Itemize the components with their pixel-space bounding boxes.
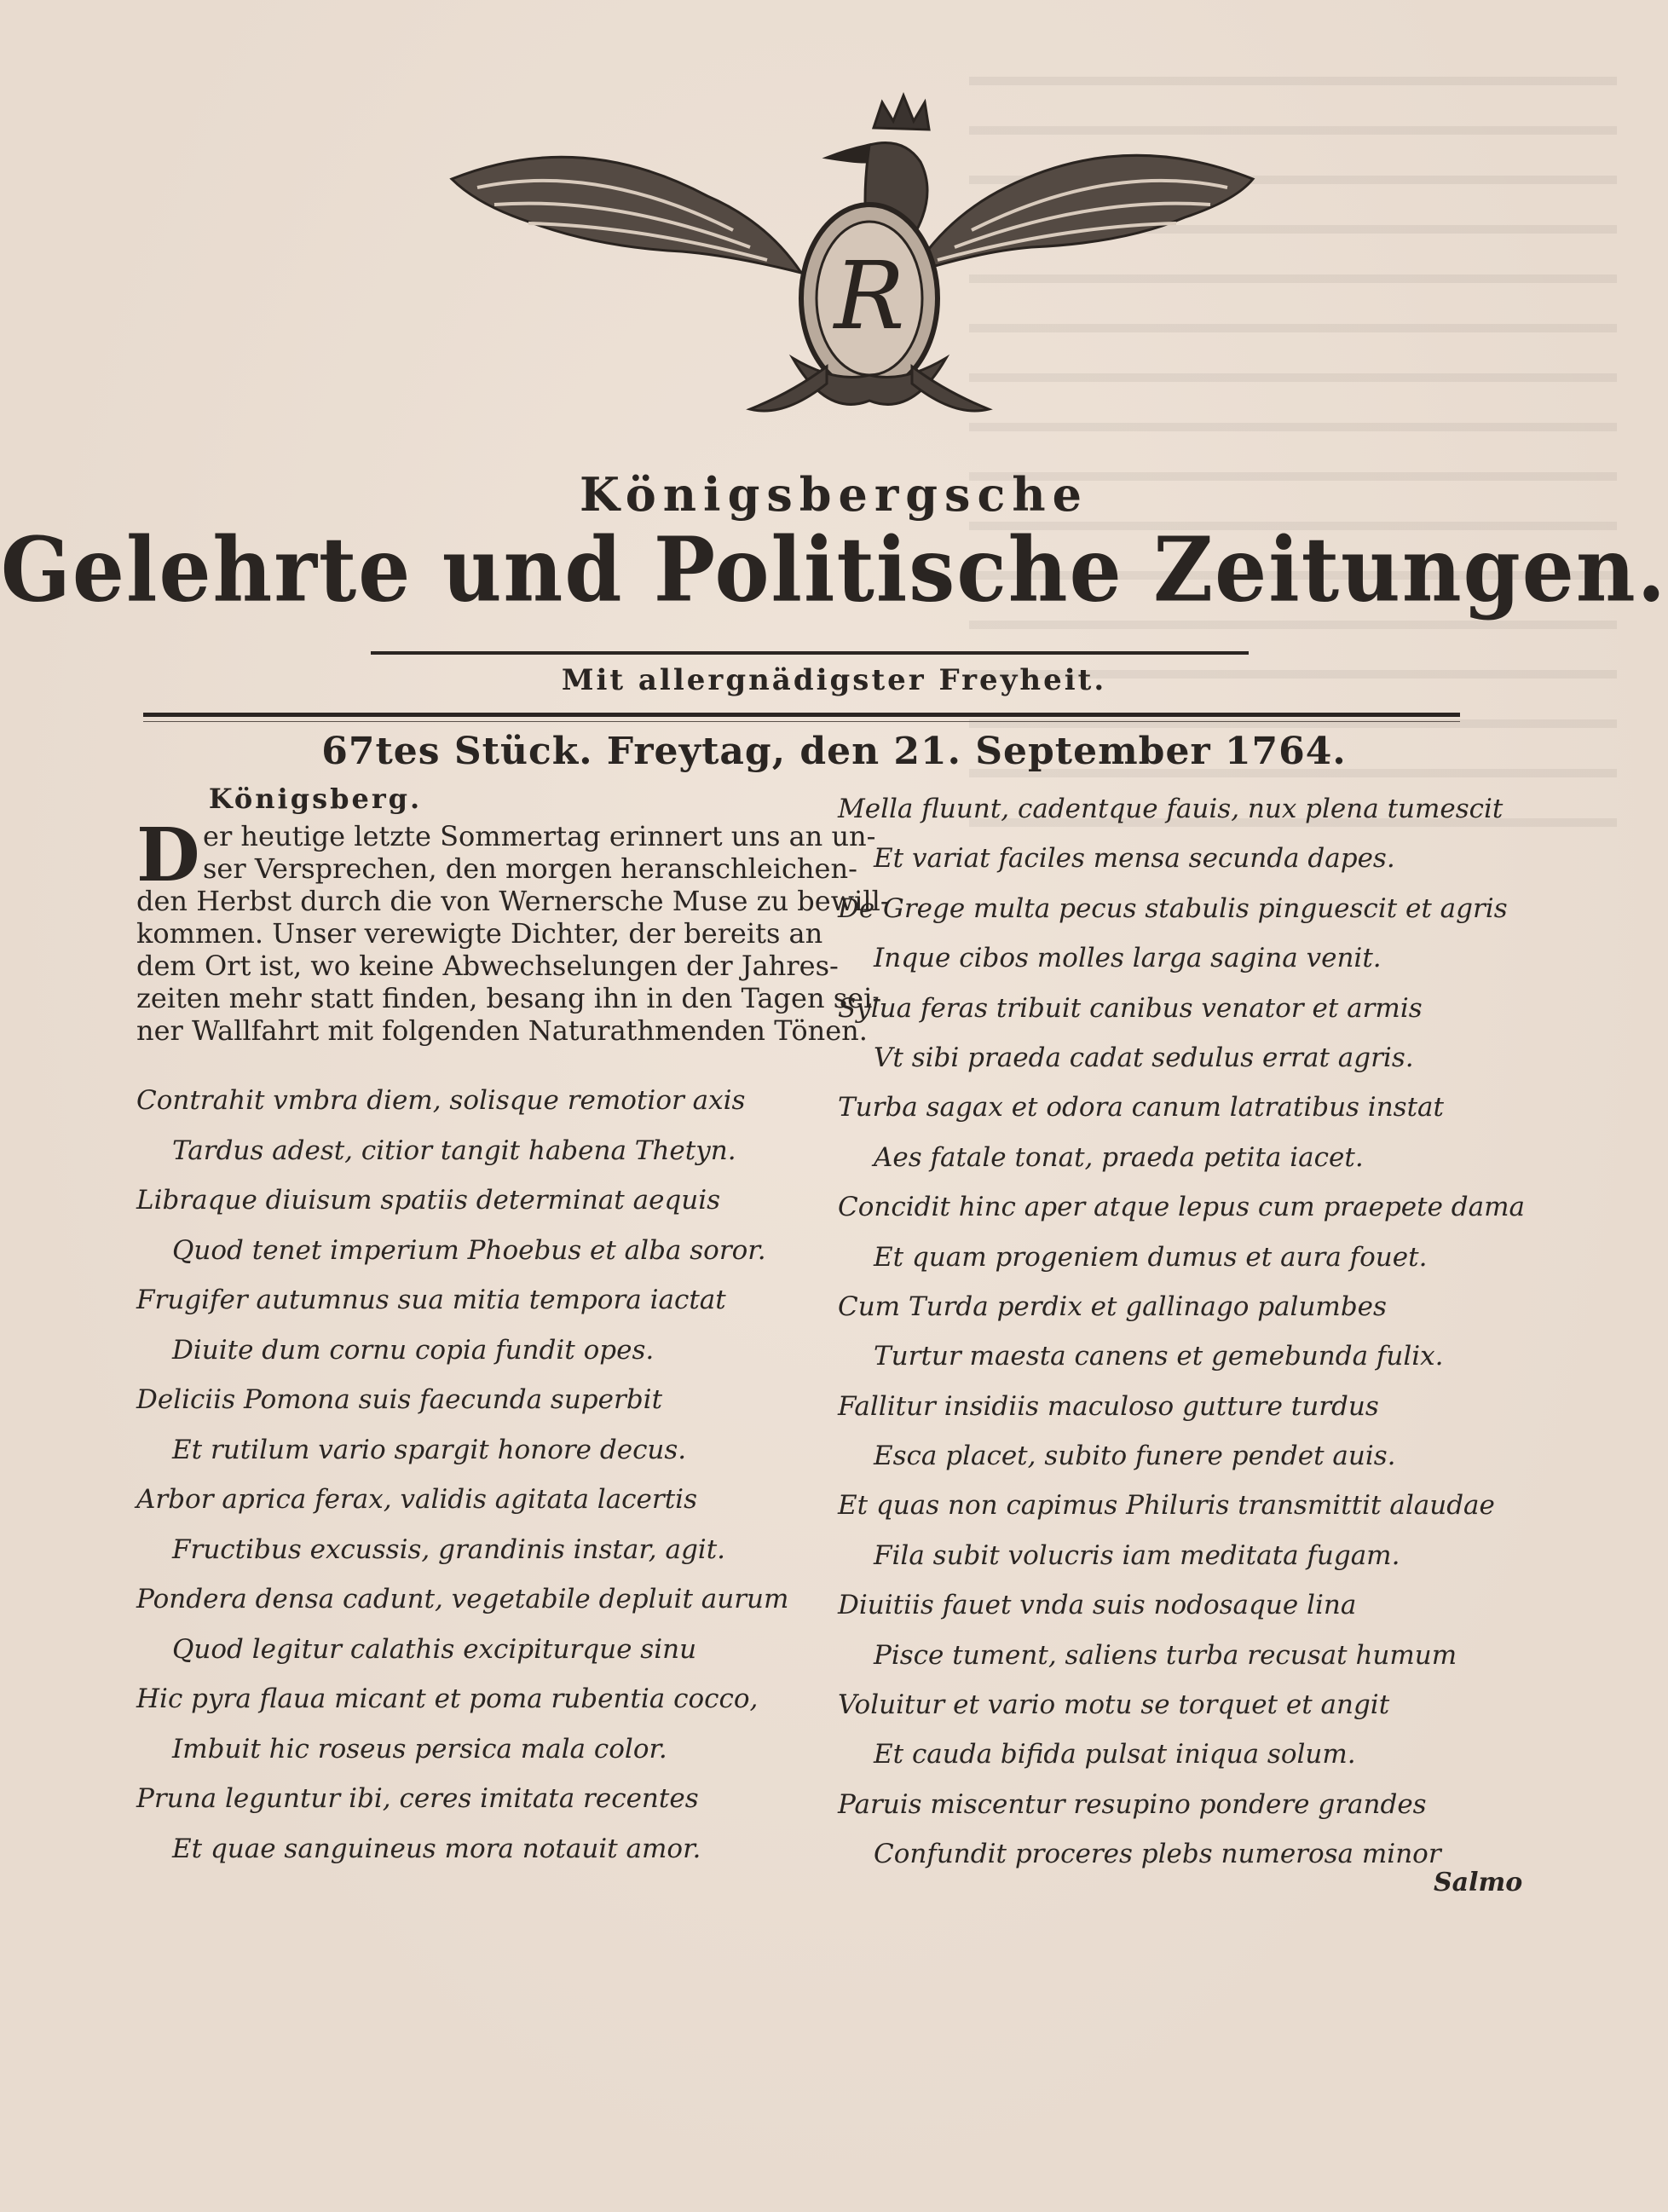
poem-right	[838, 784, 1525, 1880]
verse-line: Et quam progeniem dumus et aura fouet.	[874, 1241, 1428, 1273]
article-line: den Herbst durch die von Wernersche Muse zu bewill-	[136, 885, 890, 917]
verse-line: Et rutilum vario spargit honore decus.	[172, 1434, 687, 1465]
article-line: ser Versprechen, den morgen heranschleichen-	[203, 852, 857, 885]
verse-line: Concidit hinc aper atque lepus cum praepete dama	[838, 1192, 1525, 1223]
verse-line: Aes fatale tonat, praeda petita iacet.	[874, 1141, 1364, 1173]
verse-line: Et quae sanguineus mora notauit amor.	[172, 1833, 701, 1864]
verse-line: Confundit proceres plebs numerosa minor	[874, 1839, 1441, 1870]
verse-line: Fallitur insidiis maculoso gutture turdus	[838, 1390, 1379, 1422]
verse-line: Paruis miscentur resupino pondere grandes	[838, 1788, 1427, 1820]
article-line: ner Wallfahrt mit folgenden Naturathmenden Tönen.	[136, 1014, 868, 1047]
verse-line: Deliciis Pomona suis faecunda superbit	[136, 1384, 663, 1415]
verse-line: Tardus adest, citior tangit habena Thetyn.	[172, 1135, 736, 1166]
article-line: kommen. Unser verewigte Dichter, der bereits an	[136, 917, 823, 950]
issue-rule	[143, 713, 1460, 717]
verse-line: De Grege multa pecus stabulis pinguescit et agris	[838, 892, 1508, 924]
verse-line: Et cauda bifida pulsat iniqua solum.	[874, 1739, 1356, 1770]
verse-line: Inque cibos molles larga sagina venit.	[874, 943, 1382, 974]
dateline-city: Königsberg.	[208, 783, 423, 815]
poem-left	[136, 1076, 818, 1874]
verse-line: Cum Turda perdix et gallinago palumbes	[838, 1291, 1387, 1322]
masthead-rule	[371, 651, 1249, 655]
verse-line: Diuite dum cornu copia fundit opes.	[172, 1334, 655, 1366]
verse-line: Et variat faciles mensa secunda dapes.	[874, 843, 1395, 875]
svg-text:R: R	[834, 241, 905, 350]
verse-line: Quod legitur calathis excipiturque sinu	[172, 1633, 697, 1665]
verse-line: Pisce tument, saliens turba recusat humum	[874, 1639, 1457, 1671]
verse-line: Mella fluunt, cadentque fauis, nux plena tumescit	[838, 794, 1504, 824]
verse-line: Pruna leguntur ibi, ceres imitata recentes	[136, 1783, 699, 1814]
verse-line: Libraque diuisum spatiis determinat aequis	[136, 1185, 721, 1216]
drop-cap: D	[136, 812, 200, 898]
verse-line: Frugifer autumnus sua mitia tempora iactat	[136, 1285, 726, 1315]
verse-line: Turba sagax et odora canum latratibus instat	[838, 1092, 1444, 1123]
verse-line: Fructibus excussis, grandinis instar, agit.	[172, 1533, 726, 1565]
verse-line: Turtur maesta canens et gemebunda fulix.	[874, 1341, 1444, 1372]
verse-line: Sylua feras tribuit canibus venator et armis	[838, 992, 1423, 1024]
privilege-notice: Mit allergnädigster Freyheit.	[561, 663, 1107, 697]
masthead-subtitle: Königsbergsche	[580, 467, 1088, 522]
catchword: Salmo	[1434, 1868, 1523, 1897]
verse-line: Et quas non capimus Philuris transmittit alaudae	[838, 1490, 1495, 1522]
masthead-title: Gelehrte und Politische Zeitungen.	[0, 517, 1668, 622]
verse-line: Hic pyra flaua micant et poma rubentia cocco,	[136, 1684, 759, 1714]
article-line: er heutige letzte Sommertag erinnert uns an un-	[203, 820, 876, 852]
verse-line: Voluitur et vario motu se torquet et angit	[838, 1689, 1390, 1721]
issue-rule-thin	[143, 721, 1460, 722]
issue-dateline: 67tes Stück. Freytag, den 21. September 1764.	[321, 730, 1347, 773]
verse-line: Vt sibi praeda cadat sedulus errat agris.	[874, 1042, 1414, 1073]
verse-line: Quod tenet imperium Phoebus et alba soror.	[172, 1234, 766, 1266]
article-line: zeiten mehr statt finden, besang ihn in den Tagen sei-	[136, 982, 882, 1014]
verse-line: Pondera densa cadunt, vegetabile depluit aurum	[136, 1584, 789, 1614]
left-column	[136, 783, 890, 1874]
verse-line: Esca placet, subito funere pendet auis.	[874, 1441, 1396, 1472]
eagle-crest-emblem	[426, 77, 1278, 435]
verse-line: Diuitiis fauet vnda suis nodosaque lina	[838, 1590, 1357, 1621]
article-line: dem Ort ist, wo keine Abwechselungen der Jahres-	[136, 950, 839, 982]
verse-line: Arbor aprica ferax, validis agitata lacertis	[136, 1484, 697, 1515]
verse-line: Imbuit hic roseus persica mala color.	[172, 1733, 667, 1764]
verse-line: Fila subit volucris iam meditata fugam.	[874, 1539, 1400, 1571]
verse-line: Contrahit vmbra diem, solisque remotior axis	[136, 1085, 746, 1116]
article-text	[136, 812, 890, 1047]
